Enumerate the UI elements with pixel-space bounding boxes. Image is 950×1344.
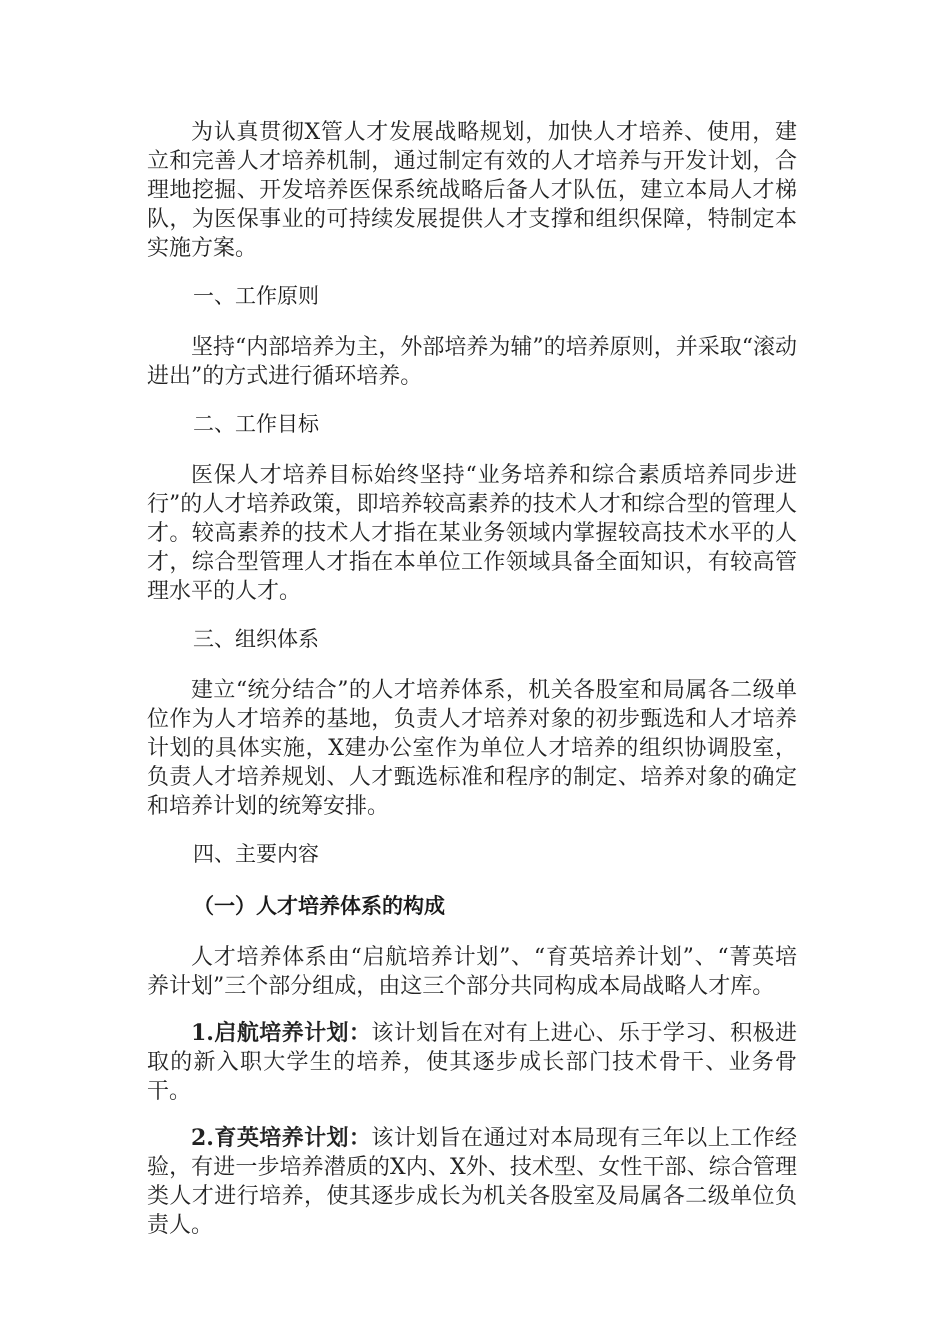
subsection-heading-system: （一）人才培养体系的构成: [193, 894, 445, 918]
plan-lead-yuying: 2.育英培养计划：: [191, 1125, 372, 1151]
section-heading-goals: 二、工作目标: [193, 412, 319, 436]
intro-paragraph: 为认真贯彻X管人才发展战略规划，加快人才培养、使用，建立和完善人才培养机制，通过制定有效的人才培养与开发计划，合理地挖掘、开发培养医保系统战略后备人才队伍，建立本局人才梯队，为医保事业的可持续发展提供人才支撑和组织保障，特制定本实施方案。: [147, 120, 797, 261]
section-body-goals: 医保人才培养目标始终坚持“业务培养和综合素质培养同步进行”的人才培养政策，即培养较高素养的技术人才和综合型的管理人才。较高素养的技术人才指在某业务领域内掌握较高技术水平的人才，综合型管理人才指在本单位工作领域具备全面知识，有较高管理水平的人才。: [147, 463, 797, 604]
subsection-body-system: 人才培养体系由“启航培养计划”、“育英培养计划”、“菁英培养计划”三个部分组成，由这三个部分共同构成本局战略人才库。: [147, 945, 797, 999]
section-body-principles: 坚持“内部培养为主，外部培养为辅”的培养原则，并采取“滚动进出”的方式进行循环培养。: [147, 335, 797, 389]
section-heading-principles: 一、工作原则: [193, 284, 319, 308]
document-body: [147, 118, 797, 1258]
section-body-organization: 建立“统分结合”的人才培养体系，机关各股室和局属各二级单位作为人才培养的基地，负责人才培养对象的初步甄选和人才培养计划的具体实施，X建办公室作为单位人才培养的组织协调股室，负责人才培养规划、人才甄选标准和程序的制定、培养对象的确定和培养计划的统筹安排。: [147, 678, 797, 819]
plan-lead-qihang: 1.启航培养计划：: [191, 1020, 372, 1046]
section-heading-organization: 三、组织体系: [193, 627, 319, 651]
plan-paragraph-qihang: [147, 1019, 797, 1106]
plan-paragraph-yuying: [147, 1124, 797, 1240]
section-heading-main-content: 四、主要内容: [193, 842, 319, 866]
plan-text-yuying: 该计划旨在通过对本局现有三年以上工作经验，有进一步培养潜质的X内、X外、技术型、女性干部、综合管理类人才进行培养，使其逐步成长为机关各股室及局属各二级单位负责人。: [147, 1126, 797, 1238]
plan-text-qihang: 该计划旨在对有上进心、乐于学习、积极进取的新入职大学生的培养，使其逐步成长部门技术骨干、业务骨干。: [147, 1021, 797, 1104]
